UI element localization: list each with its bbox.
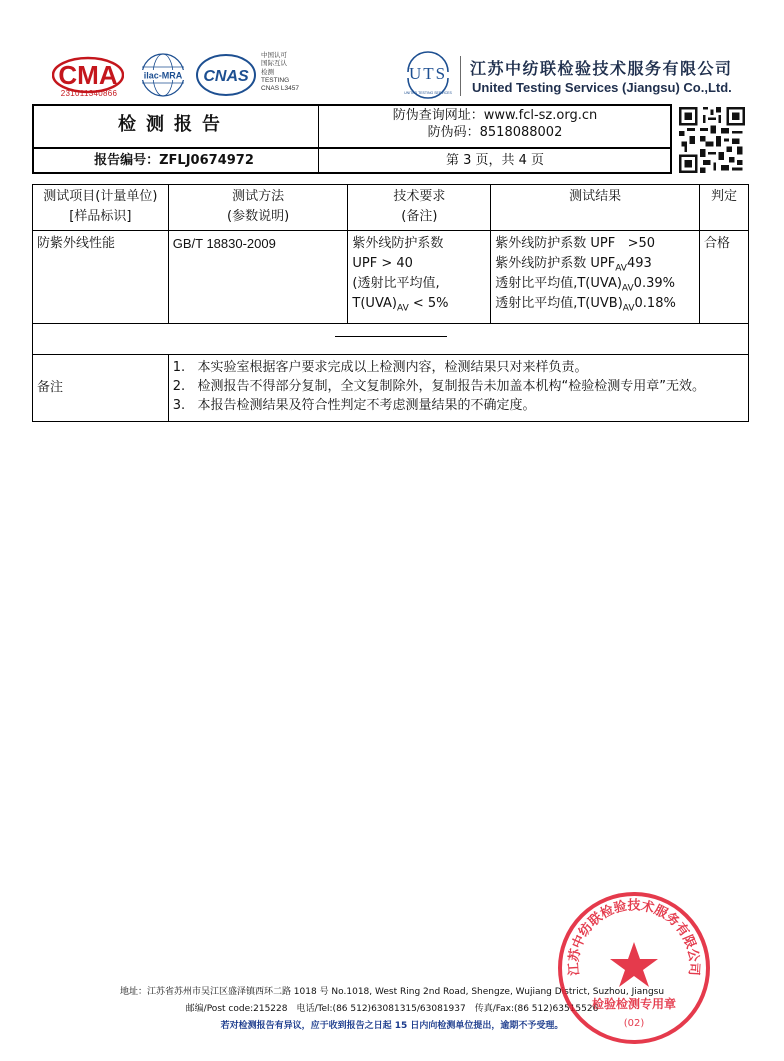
note-item <box>173 377 744 396</box>
result-line <box>495 254 695 274</box>
cnas-line: 中国认可 <box>261 52 287 59</box>
result-value: 0.18% <box>634 296 676 311</box>
header-subtext: (参数说明) <box>227 209 290 224</box>
ilac-mra-logo <box>138 52 188 98</box>
cell-result <box>491 231 700 324</box>
separator-cell <box>33 324 749 355</box>
seal-number: (02) <box>623 1018 645 1029</box>
cell-method: GB/T 18830-2009 <box>168 231 348 324</box>
ilac-logo-text: ilac-MRA <box>143 70 183 81</box>
note-item <box>173 396 744 415</box>
verify-url: www.fcl-sz.org.cn <box>483 108 598 123</box>
uts-logo <box>402 50 454 100</box>
note-number: 1. <box>172 360 186 375</box>
cnas-line: 检测 <box>261 68 274 76</box>
header-text: 测试结果 <box>569 189 622 204</box>
result-label: 透射比平均值,T(UVA) <box>495 276 622 291</box>
header-judgement <box>700 185 749 231</box>
header-text: 判定 <box>711 189 738 204</box>
cnas-line: CNAS L3457 <box>261 85 299 93</box>
qr-code-icon <box>679 107 745 173</box>
result-value: 493 <box>626 256 652 271</box>
seal-center-text: 检验检测专用章 <box>591 997 677 1011</box>
result-label: 紫外线防护系数 UPF <box>495 256 616 271</box>
report-title: 检测报告 <box>118 114 230 135</box>
table-header-row <box>33 185 749 231</box>
note-item <box>173 358 744 377</box>
result-line <box>495 234 695 254</box>
result-value: 0.39% <box>633 276 675 291</box>
separator-row <box>33 324 749 355</box>
verify-code-label: 防伪码： <box>427 125 480 140</box>
note-number: 2. <box>172 379 186 394</box>
cnas-line: TESTING <box>261 76 290 84</box>
req-text: < 5% <box>408 296 449 311</box>
footer-notice: 若对检测报告有异议，应于收到报告之日起 15 日内向检测单位提出，逾期不予受理。 <box>220 1021 564 1031</box>
requirement-line <box>352 294 486 314</box>
verify-url-label: 防伪查询网址： <box>392 108 484 123</box>
official-seal-stamp <box>554 888 714 1048</box>
cnas-line: 国际互认 <box>261 60 287 68</box>
footer-address: 地址：江苏省苏州市吴江区盛泽镇西环二路 1018 号 No.1018, West Ring 2nd Road, Shengze, Wujiang District, Suzhou, Jiangsu <box>119 987 665 997</box>
note-text: 本报告检测结果及符合性判定不考虑测量结果的不确定度。 <box>197 398 536 413</box>
header-text: 测试方法 <box>232 189 285 204</box>
cnas-accreditation-text <box>261 52 299 93</box>
result-line <box>495 274 695 294</box>
note-number: 3. <box>172 398 186 413</box>
requirement-line: 紫外线防护系数 <box>352 236 444 251</box>
company-name-en: United Testing Services (Jiangsu) Co.,Ltd. <box>472 80 732 95</box>
cell-judgement: 合格 <box>700 231 749 324</box>
end-of-results-line <box>335 336 447 337</box>
result-label: 紫外线防护系数 UPF <box>495 236 616 251</box>
report-number-label: 报告编号： <box>94 153 160 168</box>
cma-logo-text: CMA <box>58 60 118 90</box>
verify-code-line <box>318 124 672 142</box>
seal-ring-text: 江苏中纺联检验技术服务有限公司 <box>566 898 702 977</box>
seal-star-icon <box>610 942 658 987</box>
report-number-value: ZFLJ0674972 <box>159 153 254 168</box>
report-number <box>32 147 316 174</box>
notes-label: 备注 <box>33 355 169 422</box>
verify-code: 8518088002 <box>479 125 563 140</box>
result-value: >50 <box>627 236 656 251</box>
cnas-logo-text: CNAS <box>203 68 249 85</box>
req-subscript: AV <box>396 303 409 314</box>
result-label: 透射比平均值,T(UVB) <box>495 296 623 311</box>
header-test-method <box>168 185 348 231</box>
note-text: 检测报告不得部分复制，全文复制除外，复制报告未加盖本机构“检验检测专用章”无效。 <box>197 379 706 394</box>
notes-row <box>33 355 749 422</box>
notes-cell <box>168 355 748 422</box>
cell-item: 防紫外线性能 <box>33 231 169 324</box>
header-divider <box>460 56 461 96</box>
verify-url-line <box>318 107 672 125</box>
header-text: 技术要求 <box>393 189 446 204</box>
cnas-logo <box>195 52 257 98</box>
header-subtext: (备注) <box>401 209 438 224</box>
requirement-line: UPF > 40 <box>352 256 413 271</box>
header-requirement <box>348 185 491 231</box>
footer-contact: 邮编/Post code:215228 电话/Tel:(86 512)63081315/63081937 传真/Fax:(86 512)63515526 <box>185 1004 599 1014</box>
results-table <box>32 184 749 422</box>
page-info: 第 3 页，共 4 页 <box>445 153 545 168</box>
result-subscript: AV <box>615 263 627 274</box>
result-subscript: AV <box>622 303 635 314</box>
table-row <box>33 231 749 324</box>
result-subscript: AV <box>621 283 634 294</box>
requirement-line: (透射比平均值, <box>352 276 440 291</box>
cma-number: 231011340866 <box>60 89 118 98</box>
header-text: 测试项目(计量单位) <box>43 189 158 204</box>
header-test-item <box>33 185 169 231</box>
header-subtext: [样品标识] <box>69 209 132 224</box>
result-line <box>495 294 695 314</box>
cell-requirement <box>348 231 491 324</box>
note-text: 本实验室根据客户要求完成以上检测内容，检测结果只对来样负责。 <box>197 360 588 375</box>
company-name-cn: 江苏中纺联检验技术服务有限公司 <box>470 59 733 78</box>
header-result <box>491 185 700 231</box>
uts-logo-text: UTS <box>408 64 448 83</box>
uts-sub-text: UNITED TESTING SERVICES <box>404 91 452 95</box>
req-text: T(UVA) <box>352 296 397 311</box>
